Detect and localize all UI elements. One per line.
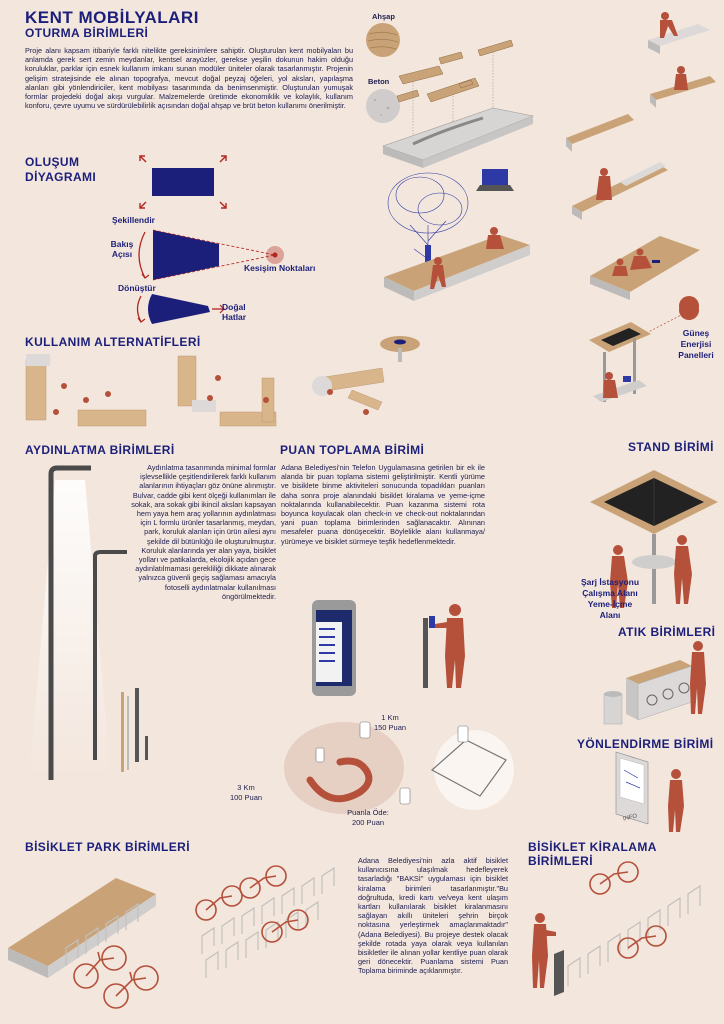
points-kiosk-user — [415, 600, 475, 690]
route-1km-points: 150 Puan — [373, 723, 407, 732]
page-title: KENT MOBİLYALARI — [25, 8, 199, 27]
bike-rent-scene — [528, 856, 718, 1016]
exploded-bench-diagram — [383, 38, 543, 178]
bike-park-scene — [6, 858, 350, 1018]
bike-park-title: BİSİKLET PARK BİRİMLERİ — [25, 840, 190, 854]
pay-with-points-value: 200 Puan — [351, 818, 385, 827]
lighting-paragraph: Aydınlatma tasarımında minimal formlar işlevsellikle çeşitlendirilerek farklı kullanım alanlarının ihtiyaçları göz önüne alınmıştır. Bulvar, cadde gibi kent ölçeği kullanımları ile sokak, ara sokak gibi ikincil aksları kapsayan hem yaya hem araç yollarının aydınlatması için L formlu ürünler tasarlanmış, meydan, park, koruluk alanları için ürün ailesi aynı şekilde dil bütünlüğü ile oluşturulmuştur. Koruluk alanlarında yer alan yaya, bisiklet yolları ve patikalarda, ekolojik açıdan gece aydınlatılmaması gerekliliği dikkate alınarak yalnızca güvenli geçiş sağlaması amacıyla fotoselli aydınlatmalar kullanılması öngörülmektedir. — [131, 463, 276, 601]
info-sign-text: INFO — [622, 813, 638, 823]
stand-features — [578, 577, 642, 621]
shape-label: Şekillendir — [112, 215, 155, 225]
route-3km-distance: 3 Km — [237, 783, 255, 792]
concrete-label: Beton — [368, 77, 390, 86]
stand-feature-charging: Şarj İstasyonu — [580, 577, 640, 587]
pay-with-points — [340, 808, 396, 828]
bike-rent-title: BİSİKLET KİRALAMA BİRİMLERİ — [528, 840, 657, 868]
natural-lines-label: Doğal Hatlar — [222, 302, 247, 322]
solar-label: Güneş Enerjisi Panelleri — [678, 328, 714, 360]
phone-app — [310, 598, 360, 698]
formation-title: OLUŞUM DİYAGRAMI — [25, 155, 97, 184]
intro-paragraph: Proje alanı kapsam itibariyle farklı nitelikte gereksinimlere sahiptir. Oluşturulan kent mobilyaları bu anlamda gerek sert zemin meydanlar, kentsel arayüzler, gerekse yeşilin dokunun hakim olduğu koruluklar, parklar için esnek kullanım imkanı sunan modüler üniteler olarak tasarlanmıştır. Projenin gelişim stratejisinde ele alınan topografya, mevcut doğal peyzaj öğeleri, yol aksları, yapılaşma alanları gibi yönlendiriciler, kent mobilyası tasarımında da benimsenmiştir. Oluşturulan yumuşak formlar projedeki doğal akışı vurgular. Malzemelerde üretimde ekonomiklik ve kolaylık, kullanım konforu, çevre uyumu ve sürdürülebilirlik açısından doğal ahşap ve brüt beton kullanımı önerilmiştir. — [25, 46, 353, 111]
angle-diagram — [135, 224, 305, 284]
usage-title: KULLANIM ALTERNATİFLERİ — [25, 335, 201, 349]
direction-sign — [608, 752, 698, 832]
sun-icon — [678, 295, 702, 319]
intersection-label: Kesişim Noktaları — [244, 263, 316, 273]
bike-rent-paragraph: Adana Belediyesi'nin azla aktif bisiklet kullanıcısına ulaşılmak hedefleyerek tasarladığı "BAKSİ" uygulaması için bisiklet kiralama birimleri tasarlanmıştır."Bu doğrultuda, kredi kartı ve/veya kent ulaşım kartları kullanılarak bisiklet kiralanmasını sağlayan akıllı üniteleri şehrin birçok noktasına yerleştirmek amaçlanmaktadır" (Adana Belediyesi). Bu projeye destek olacak şekilde rotada yaya olarak veya kullanılan bisikletler ile alınan yollar kentliye puan olarak geri dönecektir. Puanlama sistemi Puan Toplama biriminde açıklanmıştır. — [358, 856, 508, 976]
tree-bench-scene — [380, 165, 550, 315]
usage-plan-views — [22, 352, 382, 432]
route-3km-points: 100 Puan — [229, 793, 263, 802]
stand-feature-work: Çalışma Alanı — [582, 588, 638, 598]
stand-title: STAND BİRİMİ — [628, 440, 714, 454]
wood-label: Ahşap — [372, 12, 395, 21]
page-subtitle: OTURMA BİRİMLERİ — [25, 26, 149, 40]
waste-bins — [600, 640, 715, 730]
formation-rect-icon — [140, 158, 230, 210]
solar-canopy — [585, 300, 655, 420]
view-angle-label: Bakış Açısı — [110, 239, 134, 259]
route-1km-distance: 1 Km — [381, 713, 399, 722]
points-paragraph: Adana Belediyesi'nin Telefon Uygulamasına getirilen bir ek ile alanda bir puan toplama sistemi geliştirilmiştir. Kentli yürüme ve bisiklete binme aktiviteleri sonucunda topadıkları puanları daha sonra proje alanındaki bisiklet kiralama ve yeme-içme noktalarında kullanabilecektir. Puan kazanma sistemi rota boyunca koyulacak olan check-in ve check-out noktalarından yani puan toplama birimlerinden sağlanacaktır. Alınınan mesafeler puana dönüşecektir. Böylelikle alanı kullanmaya/ yürümeye ve bisiklet sürmeye teşfik hedeflenmektedir. — [281, 463, 485, 546]
seating-scenes — [560, 10, 720, 320]
waste-title: ATIK BİRİMLERİ — [618, 625, 716, 639]
route-3km — [226, 783, 266, 803]
points-title: PUAN TOPLAMA BİRİMİ — [280, 443, 425, 457]
pay-with-points-label: Puanla Öde: — [347, 808, 389, 817]
direction-title: YÖNLENDİRME BİRİMİ — [577, 737, 714, 751]
lighting-title: AYDINLATMA BİRİMLERİ — [25, 443, 175, 457]
transform-label: Dönüştür — [118, 283, 156, 293]
round-table — [376, 332, 426, 364]
route-1km — [368, 713, 412, 733]
stand-feature-food: Yeme-İçme Alanı — [587, 599, 633, 620]
